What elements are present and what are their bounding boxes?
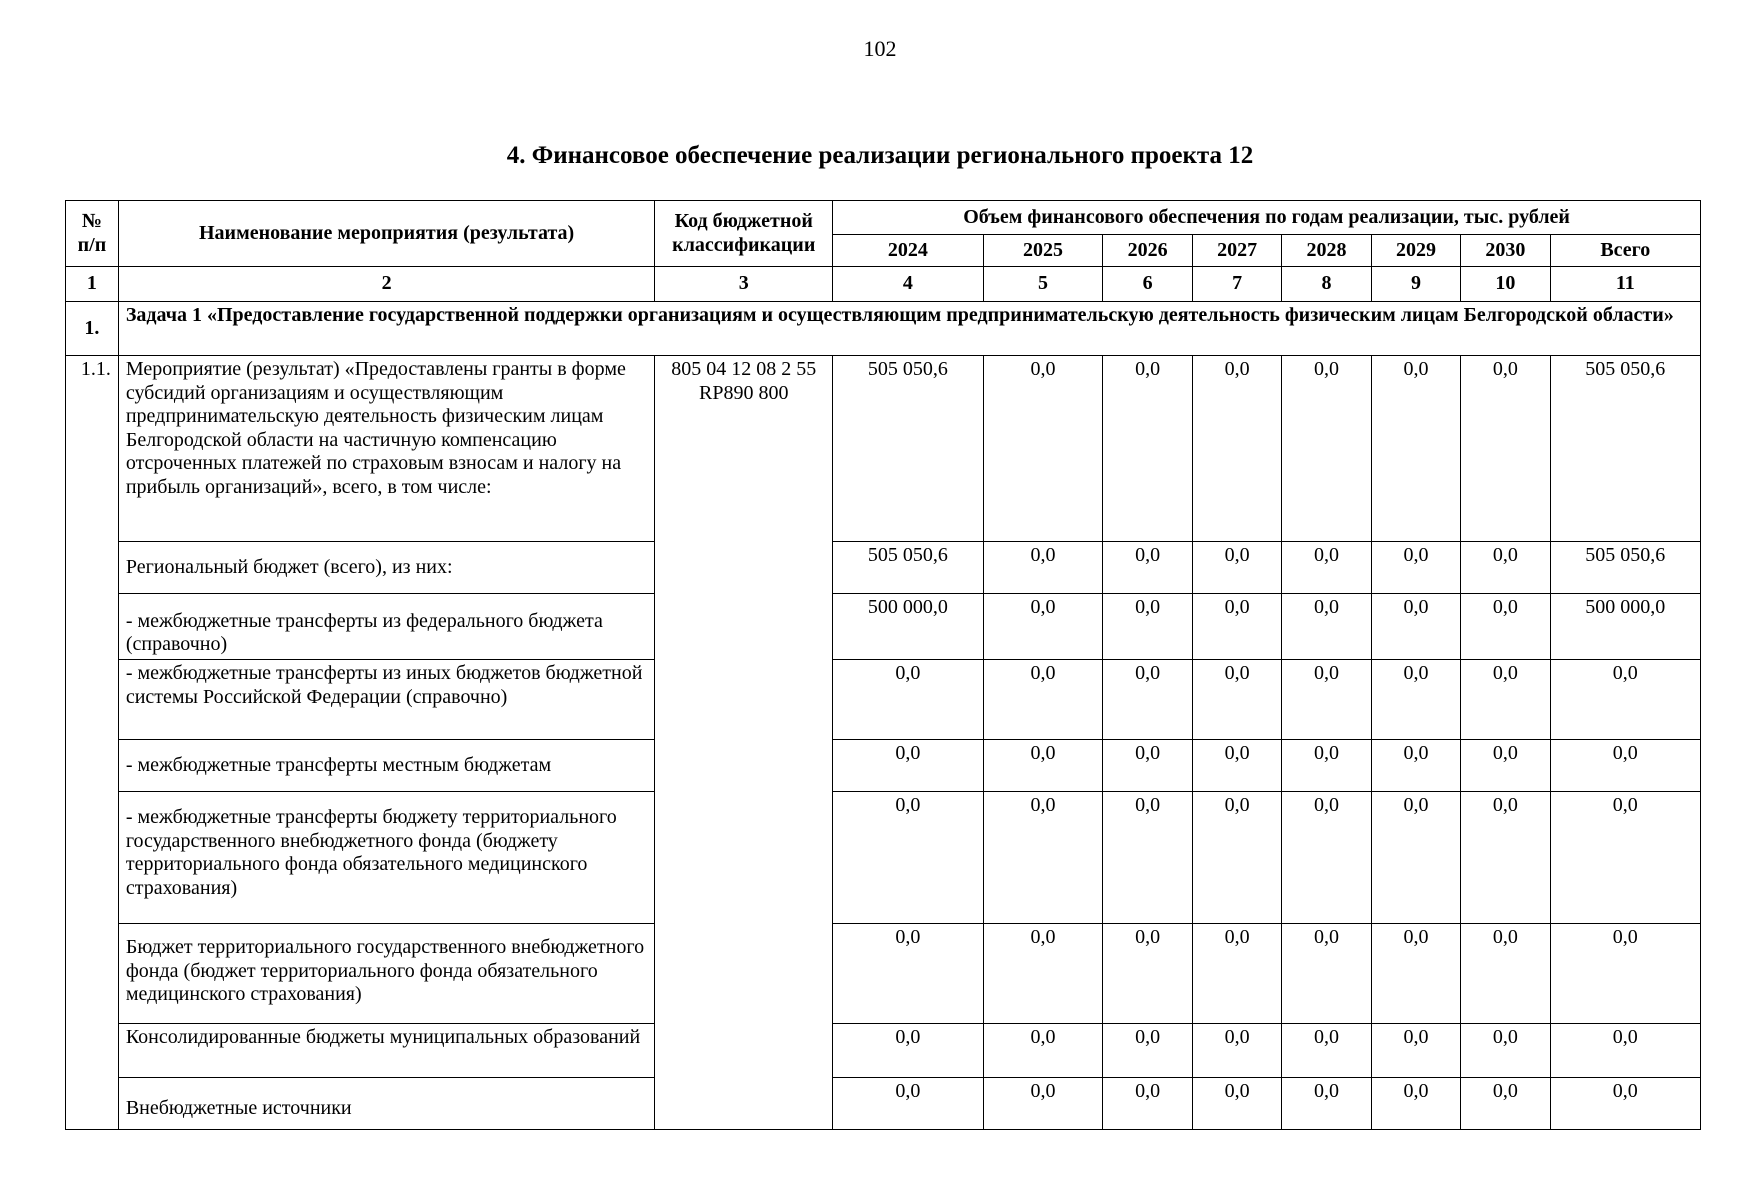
table-row <box>66 924 1701 1024</box>
value-cell: 0,0 <box>1461 594 1550 660</box>
row-name: Региональный бюджет (всего), из них: <box>118 542 655 594</box>
value-cell: 505 050,6 <box>1550 542 1700 594</box>
row-name: - межбюджетные трансферты местным бюджетам <box>118 740 655 792</box>
value-cell: 0,0 <box>833 740 983 792</box>
value-cell: 0,0 <box>1461 1078 1550 1130</box>
value-cell: 0,0 <box>1371 542 1460 594</box>
column-number: 9 <box>1371 267 1460 302</box>
value-cell: 0,0 <box>1282 660 1371 740</box>
value-cell: 0,0 <box>1192 792 1281 924</box>
value-cell: 0,0 <box>1550 1078 1700 1130</box>
value-cell: 0,0 <box>1103 542 1192 594</box>
value-cell: 0,0 <box>1282 594 1371 660</box>
value-cell: 0,0 <box>983 740 1103 792</box>
value-cell: 0,0 <box>1461 1024 1550 1078</box>
budget-code: 805 04 12 08 2 55 RP890 800 <box>655 356 833 1130</box>
header-num: № п/п <box>66 201 119 267</box>
header-kbk: Код бюджетной классификации <box>655 201 833 267</box>
column-number: 4 <box>833 267 983 302</box>
row-name: Бюджет территориального государственного внебюджетного фонда (бюджет территориального фонда обязательного медицинского страхования) <box>118 924 655 1024</box>
column-number: 8 <box>1282 267 1371 302</box>
column-number: 1 <box>66 267 119 302</box>
value-cell: 0,0 <box>1103 792 1192 924</box>
value-cell: 0,0 <box>1550 660 1700 740</box>
column-number: 3 <box>655 267 833 302</box>
value-cell: 0,0 <box>1103 1024 1192 1078</box>
table-row <box>66 740 1701 792</box>
header-year: 2030 <box>1461 235 1550 267</box>
row-name: Внебюджетные источники <box>118 1078 655 1130</box>
task-row <box>66 302 1701 356</box>
value-cell: 0,0 <box>1282 1024 1371 1078</box>
value-cell: 505 050,6 <box>1550 356 1700 542</box>
value-cell: 0,0 <box>983 792 1103 924</box>
value-cell: 0,0 <box>1371 740 1460 792</box>
value-cell: 0,0 <box>1192 1078 1281 1130</box>
value-cell: 0,0 <box>983 660 1103 740</box>
value-cell: 0,0 <box>1192 542 1281 594</box>
value-cell: 0,0 <box>1103 1078 1192 1130</box>
table-row <box>66 356 1701 542</box>
value-cell: 500 000,0 <box>1550 594 1700 660</box>
value-cell: 0,0 <box>833 1024 983 1078</box>
value-cell: 0,0 <box>1103 740 1192 792</box>
value-cell: 0,0 <box>1192 594 1281 660</box>
value-cell: 0,0 <box>983 1078 1103 1130</box>
value-cell: 0,0 <box>833 792 983 924</box>
value-cell: 0,0 <box>1192 356 1281 542</box>
financing-table <box>65 200 1701 1130</box>
column-number: 11 <box>1550 267 1700 302</box>
value-cell: 0,0 <box>1282 740 1371 792</box>
value-cell: 0,0 <box>1461 356 1550 542</box>
value-cell: 0,0 <box>1371 660 1460 740</box>
value-cell: 505 050,6 <box>833 356 983 542</box>
value-cell: 0,0 <box>1192 1024 1281 1078</box>
value-cell: 0,0 <box>1550 924 1700 1024</box>
header-name: Наименование мероприятия (результата) <box>118 201 655 267</box>
value-cell: 0,0 <box>833 924 983 1024</box>
value-cell: 0,0 <box>1461 542 1550 594</box>
measure-number: 1.1. <box>66 356 119 1130</box>
header-year: 2029 <box>1371 235 1460 267</box>
value-cell: 0,0 <box>1282 1078 1371 1130</box>
value-cell: 0,0 <box>1550 740 1700 792</box>
value-cell: 0,0 <box>1282 924 1371 1024</box>
value-cell: 0,0 <box>1461 660 1550 740</box>
value-cell: 0,0 <box>1192 740 1281 792</box>
value-cell: 0,0 <box>1192 660 1281 740</box>
task-text: Задача 1 «Предоставление государственной поддержки организациям и осуществляющим предпринимательскую деятельность физическим лицам Белгородской области» <box>118 302 1700 356</box>
row-name: Мероприятие (результат) «Предоставлены гранты в форме субсидий организациям и осуществляющим предпринимательскую деятельность физическим лицам Белгородской области на частичную компенсацию отсроченных платежей по страховым взносам и налогу на прибыль организаций», всего, в том числе: <box>118 356 655 542</box>
value-cell: 0,0 <box>983 542 1103 594</box>
header-year-total: Всего <box>1550 235 1700 267</box>
column-number: 6 <box>1103 267 1192 302</box>
section-title: 4. Финансовое обеспечение реализации регионального проекта 12 <box>506 142 1254 169</box>
value-cell: 0,0 <box>983 594 1103 660</box>
value-cell: 0,0 <box>983 1024 1103 1078</box>
row-name: - межбюджетные трансферты из иных бюджетов бюджетной системы Российской Федерации (справочно) <box>118 660 655 740</box>
value-cell: 0,0 <box>1103 594 1192 660</box>
table-row <box>66 594 1701 660</box>
value-cell: 0,0 <box>1371 356 1460 542</box>
column-number: 2 <box>118 267 655 302</box>
value-cell: 0,0 <box>1550 792 1700 924</box>
header-year: 2028 <box>1282 235 1371 267</box>
header-year: 2025 <box>983 235 1103 267</box>
table-row <box>66 1078 1701 1130</box>
value-cell: 0,0 <box>1371 792 1460 924</box>
value-cell: 0,0 <box>1103 356 1192 542</box>
value-cell: 505 050,6 <box>833 542 983 594</box>
value-cell: 0,0 <box>1371 1024 1460 1078</box>
value-cell: 0,0 <box>983 356 1103 542</box>
value-cell: 0,0 <box>1461 924 1550 1024</box>
header-volume: Объем финансового обеспечения по годам реализации, тыс. рублей <box>833 201 1701 235</box>
value-cell: 0,0 <box>1461 740 1550 792</box>
value-cell: 0,0 <box>1282 792 1371 924</box>
value-cell: 0,0 <box>833 660 983 740</box>
value-cell: 0,0 <box>1461 792 1550 924</box>
header-year: 2027 <box>1192 235 1281 267</box>
column-number: 10 <box>1461 267 1550 302</box>
value-cell: 0,0 <box>833 1078 983 1130</box>
value-cell: 0,0 <box>1282 356 1371 542</box>
value-cell: 0,0 <box>1282 542 1371 594</box>
column-numbering-row <box>66 267 1701 302</box>
row-name: Консолидированные бюджеты муниципальных образований <box>118 1024 655 1078</box>
value-cell: 0,0 <box>1371 1078 1460 1130</box>
page-number: 102 <box>863 36 897 61</box>
value-cell: 0,0 <box>983 924 1103 1024</box>
row-name: - межбюджетные трансферты из федерального бюджета (справочно) <box>118 594 655 660</box>
value-cell: 0,0 <box>1371 924 1460 1024</box>
value-cell: 0,0 <box>1550 1024 1700 1078</box>
table-row <box>66 660 1701 740</box>
value-cell: 0,0 <box>1371 594 1460 660</box>
table-row <box>66 1024 1701 1078</box>
value-cell: 0,0 <box>1103 660 1192 740</box>
table-row <box>66 542 1701 594</box>
value-cell: 500 000,0 <box>833 594 983 660</box>
table-row <box>66 792 1701 924</box>
header-year: 2024 <box>833 235 983 267</box>
column-number: 7 <box>1192 267 1281 302</box>
column-number: 5 <box>983 267 1103 302</box>
header-year: 2026 <box>1103 235 1192 267</box>
value-cell: 0,0 <box>1192 924 1281 1024</box>
row-name: - межбюджетные трансферты бюджету территориального государственного внебюджетного фонда (бюджету территориального фонда обязательного медицинского страхования) <box>118 792 655 924</box>
value-cell: 0,0 <box>1103 924 1192 1024</box>
task-number: 1. <box>66 302 119 356</box>
